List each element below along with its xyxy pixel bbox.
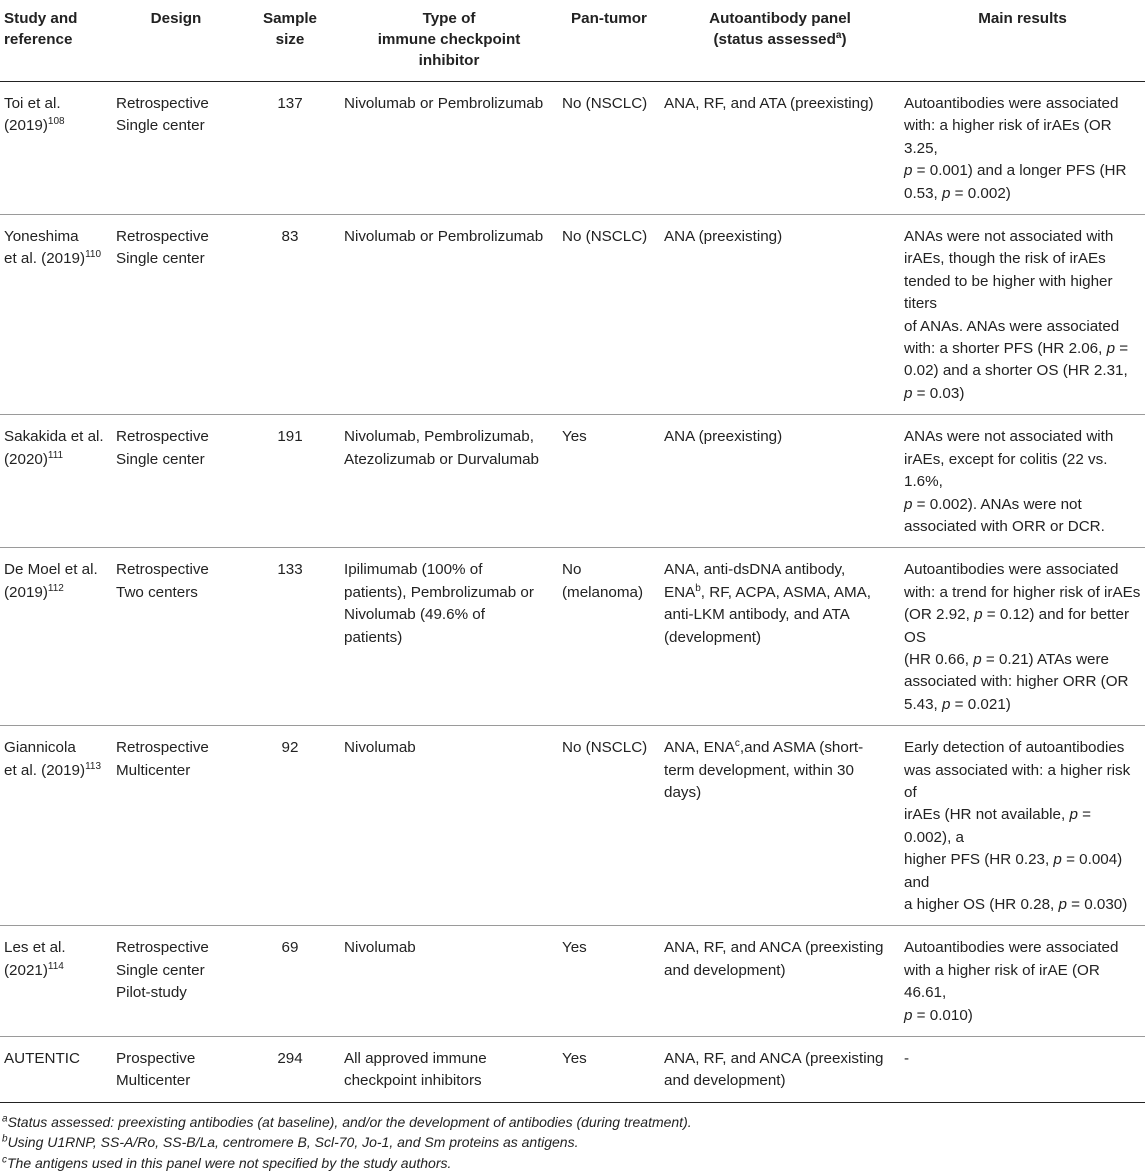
cell-main-results: - [900,1037,1145,1103]
cell-sample-size: 92 [240,726,340,926]
header-study: Study and reference [0,0,112,82]
cell-checkpoint-inhibitor: Ipilimumab (100% of patients), Pembrolizumab or Nivolumab (49.6% of patients) [340,548,558,726]
table-footnotes [0,1103,1145,1173]
table-row [0,1037,1145,1103]
table-row [0,215,1145,415]
cell-study: De Moel et al. $(2019)^{112}$ [0,548,112,726]
table-row [0,926,1145,1037]
cell-sample-size: 191 [240,415,340,548]
cell-study: AUTENTIC [0,1037,112,1103]
cell-study: Toi et al. $(2019)^{108}$ [0,82,112,215]
cell-design: Retrospective Single center [112,82,240,215]
reference-number: 108 [47,116,65,128]
cell-design: Retrospective Two centers [112,548,240,726]
cell-autoantibody-panel: ANA, RF, and ANCA (preexisting and development) [660,926,900,1037]
table-row [0,415,1145,548]
cell-study: Sakakida et al. $(2020)^{111}$ [0,415,112,548]
header-row [0,0,1145,82]
header-checkpoint-inhibitor: Type of immune checkpoint inhibitor [340,0,558,82]
cell-design: Retrospective Single center [112,215,240,415]
cell-checkpoint-inhibitor: Nivolumab or Pembrolizumab [340,215,558,415]
cell-autoantibody-panel: ANA (preexisting) [660,415,900,548]
cell-autoantibody-panel: ANA, anti-dsDNA antibody, ENA$^b$, RF, ACPA, ASMA, AMA, anti-LKM antibody, and ATA (development) [660,548,900,726]
cell-sample-size: 294 [240,1037,340,1103]
header-design: Design [112,0,240,82]
reference-number: 113 [85,760,102,772]
cell-autoantibody-panel: ANA, RF, and ANCA (preexisting and development) [660,1037,900,1103]
cell-main-results: Autoantibodies were associated with: a trend for higher risk of irAEs (OR 2.92, p = 0.12) and for better OS (HR 0.66, p = 0.21) ATAs were associated with: higher ORR (OR 5.43, p = 0.021) [900,548,1145,726]
reference-number: 111 [47,449,64,461]
reference-number: 110 [85,249,102,261]
cell-pan-tumor: Yes [558,415,660,548]
cell-pan-tumor: No (NSCLC) [558,82,660,215]
cell-main-results: Autoantibodies were associated with a higher risk of irAE (OR 46.61, p = 0.010) [900,926,1145,1037]
cell-autoantibody-panel: ANA, ENA$^c$,and ASMA (short- term development, within 30 days) [660,726,900,926]
cell-autoantibody-panel: ANA (preexisting) [660,215,900,415]
cell-sample-size: 83 [240,215,340,415]
cell-pan-tumor: Yes [558,926,660,1037]
cell-design: Prospective Multicenter [112,1037,240,1103]
cell-checkpoint-inhibitor: Nivolumab [340,726,558,926]
cell-design: Retrospective Single center [112,415,240,548]
cell-pan-tumor: No (NSCLC) [558,215,660,415]
cell-sample-size: 137 [240,82,340,215]
header-autoantibody-panel: Autoantibody panel (status assessed$^a$) [660,0,900,82]
reference-number: 114 [47,960,64,972]
table-row [0,82,1145,215]
cell-main-results: Early detection of autoantibodies was associated with: a higher risk of irAEs (HR not available, p = 0.002), a higher PFS (HR 0.23, p = 0.004) and a higher OS (HR 0.28, p = 0.030) [900,726,1145,926]
header-main-results: Main results [900,0,1145,82]
cell-sample-size: 69 [240,926,340,1037]
table-row [0,726,1145,926]
cell-main-results: ANAs were not associated with irAEs, though the risk of irAEs tended to be higher with higher titers of ANAs. ANAs were associated with: a shorter PFS (HR 2.06, p = 0.02) and a shorter OS (HR 2.31, p = 0.03) [900,215,1145,415]
cell-design: Retrospective Single center Pilot-study [112,926,240,1037]
header-sample-size: Sample size [240,0,340,82]
cell-checkpoint-inhibitor: Nivolumab [340,926,558,1037]
header-pan-tumor: Pan-tumor [558,0,660,82]
cell-pan-tumor: Yes [558,1037,660,1103]
cell-sample-size: 133 [240,548,340,726]
cell-checkpoint-inhibitor: Nivolumab or Pembrolizumab [340,82,558,215]
footnote-b: $^b$Using U1RNP, SS-A/Ro, SS-B/La, centromere B, Scl-70, Jo-1, and Sm proteins as antigens. [2,1133,579,1151]
cell-study: Giannicola et al. $(2019)^{113}$ [0,726,112,926]
reference-number: 112 [47,582,64,594]
cell-checkpoint-inhibitor: All approved immune checkpoint inhibitors [340,1037,558,1103]
footnote-c: $^c$The antigens used in this panel were not specified by the study authors. [2,1154,452,1171]
footnote-a: $^a$Status assessed: preexisting antibodies (at baseline), and/or the development of antibodies (during treatment). [2,1113,692,1130]
cell-pan-tumor: No (melanoma) [558,548,660,726]
cell-study: Yoneshima et al. $(2019)^{110}$ [0,215,112,415]
cell-study: Les et al. $(2021)^{114}$ [0,926,112,1037]
cell-pan-tumor: No (NSCLC) [558,726,660,926]
cell-design: Retrospective Multicenter [112,726,240,926]
cell-main-results: Autoantibodies were associated with: a higher risk of irAEs (OR 3.25, p = 0.001) and a longer PFS (HR 0.53, p = 0.002) [900,82,1145,215]
cell-autoantibody-panel: ANA, RF, and ATA (preexisting) [660,82,900,215]
table-row [0,548,1145,726]
cell-checkpoint-inhibitor: Nivolumab, Pembrolizumab, Atezolizumab or Durvalumab [340,415,558,548]
cell-main-results: ANAs were not associated with irAEs, except for colitis (22 vs. 1.6%, p = 0.002). ANAs were not associated with ORR or DCR. [900,415,1145,548]
